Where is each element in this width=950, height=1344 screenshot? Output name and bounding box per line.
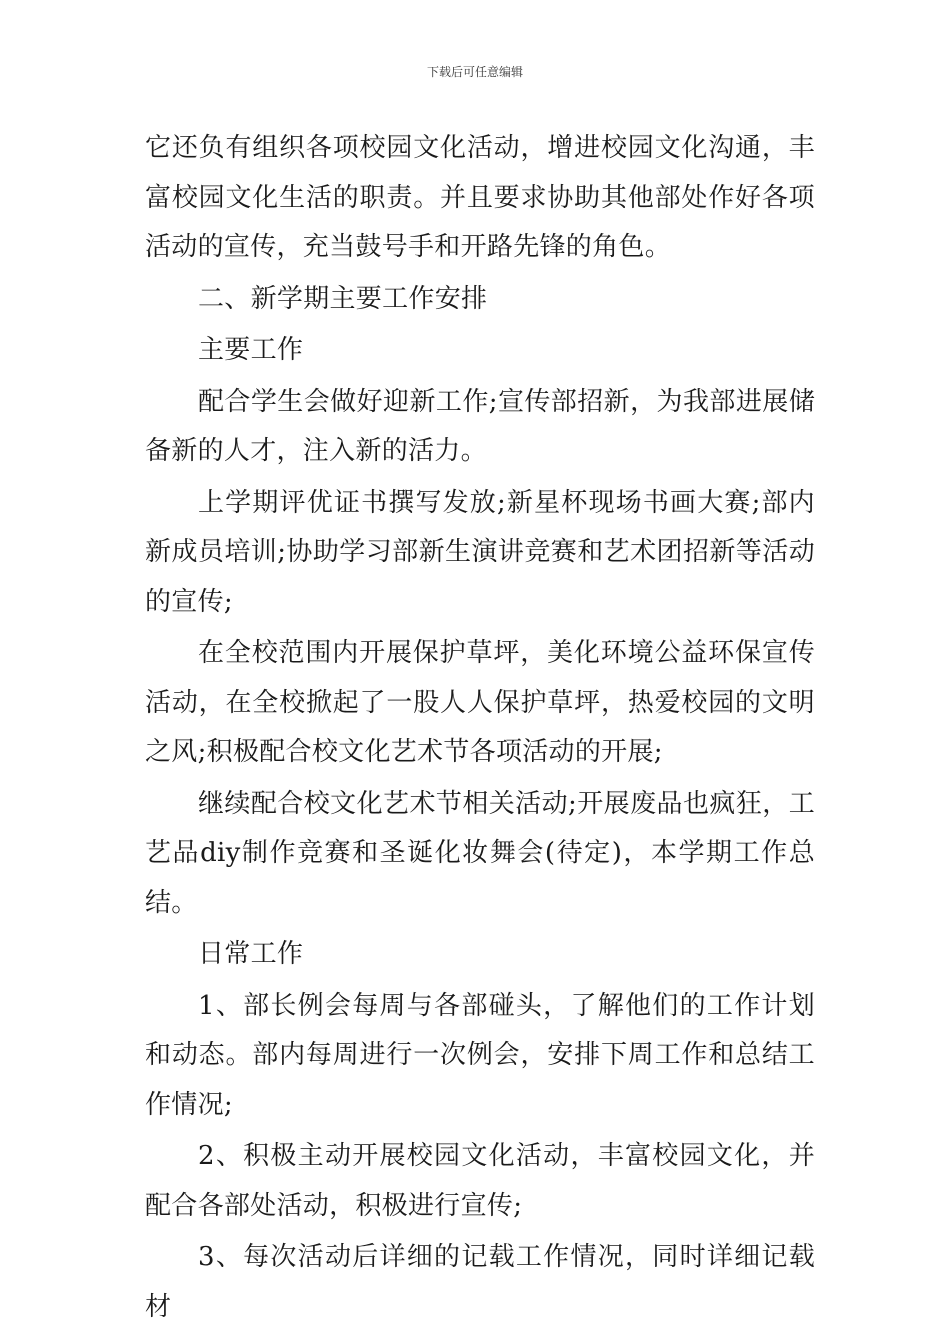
paragraph-art-festival: 继续配合校文化艺术节相关活动;开展废品也疯狂，工艺品diy制作竞赛和圣诞化妆舞会(待定)，本学期工作总结。 (145, 788, 815, 918)
list-item-campus-activities: 2、积极主动开展校园文化活动，丰富校园文化，并配合各部处活动，积极进行宣传; (145, 1141, 815, 1221)
paragraph-recruitment: 配合学生会做好迎新工作;宣传部招新，为我部进展储备新的人才，注入新的活力。 (145, 386, 815, 466)
list-item-record-keeping: 3、每次活动后详细的记载工作情况，同时详细记载材 (145, 1242, 815, 1322)
paragraph-responsibilities: 它还负有组织各项校园文化活动，增进校园文化沟通，丰富校园文化生活的职责。并且要求协助其他部处作好各项活动的宣传，充当鼓号手和开路先锋的角色。 (145, 133, 815, 262)
subheading-main-work: 主要工作 (198, 335, 304, 365)
document-body (145, 124, 815, 1334)
page-header-note: 下载后可任意编辑 (426, 65, 523, 79)
list-item-weekly-meeting: 1、部长例会每周与各部碰头，了解他们的工作计划和动态。部内每周进行一次例会，安排下周工作和总结工作情况; (145, 990, 815, 1120)
section-heading-new-semester: 二、新学期主要工作安排 (198, 283, 488, 314)
subheading-daily-work: 日常工作 (198, 939, 304, 969)
paragraph-certificates: 上学期评优证书撰写发放;新星杯现场书画大赛;部内新成员培训;协助学习部新生演讲竞赛和艺术团招新等活动的宣传; (145, 487, 815, 617)
paragraph-lawn-protection: 在全校范围内开展保护草坪，美化环境公益环保宣传活动，在全校掀起了一股人人保护草坪，热爱校园的文明之风;积极配合校文化艺术节各项活动的开展; (145, 638, 815, 767)
